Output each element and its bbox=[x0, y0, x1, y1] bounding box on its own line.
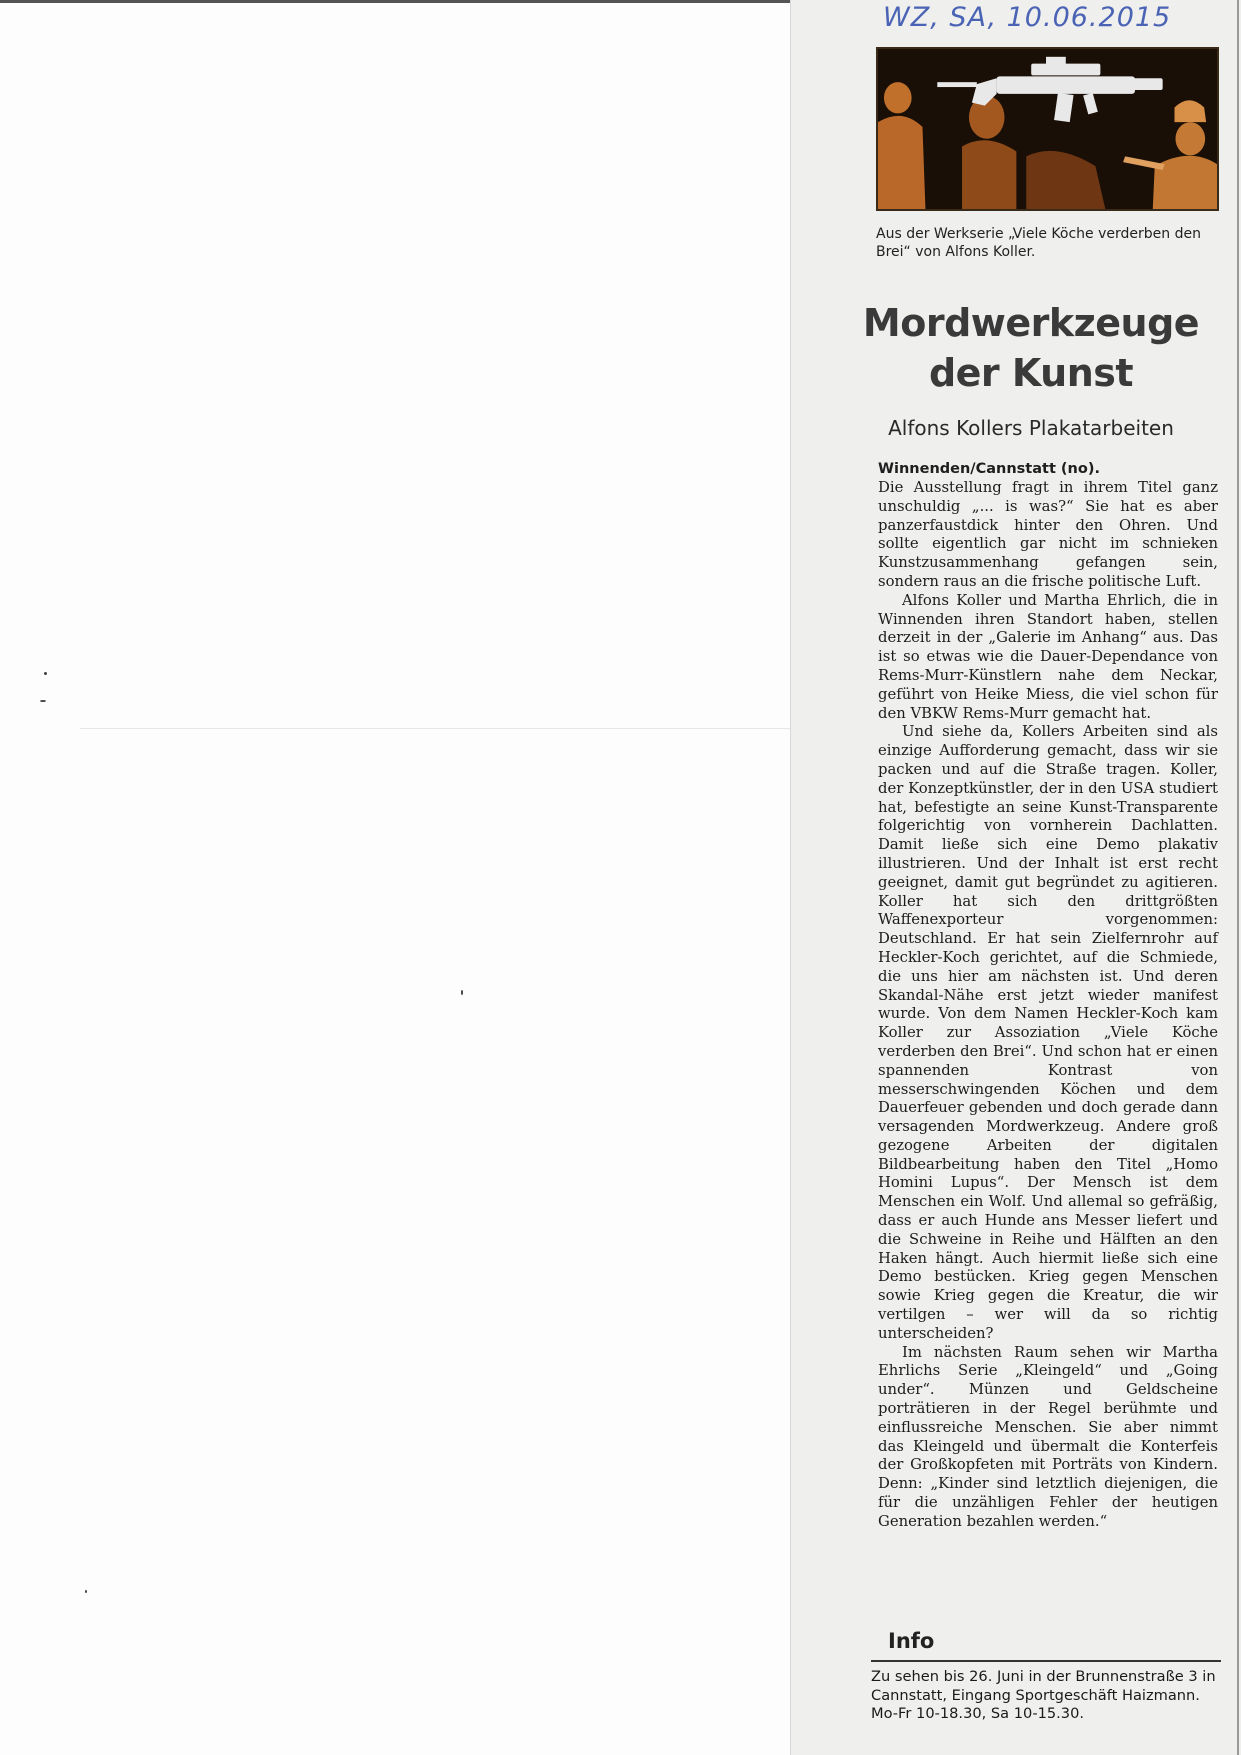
headline-line-1: Mordwerkzeuge bbox=[862, 301, 1200, 345]
paragraph: Im nächsten Raum sehen wir Martha Ehrlichs Serie „Kleingeld“ und „Going under“. Münzen und Geldscheine porträtieren in der Regel berühmte und einflussreiche Menschen. Sie aber nimmt das Kleingeld und übermalt die Konterfeis der Großkopfeten mit Porträts von Kindern. Denn: „Kinder sind letztlich diejenigen, die für die unzähligen Fehler der heutigen Generation bezahlen werden.“ bbox=[878, 1343, 1218, 1530]
dust-speck bbox=[85, 1590, 87, 1593]
paragraph: Alfons Koller und Martha Ehrlich, die in Winnenden ihren Standort haben, stellen derzeit in der „Galerie im Anhang“ aus. Das ist so etwas wie die Dauer-Dependance von Rems-Murr-Künstlern nahe dem Neckar, geführt von Heike Miess, die viel schon für den VBKW Rems-Murr gemacht hat. bbox=[878, 591, 1218, 722]
info-heading: Info bbox=[888, 1629, 935, 1653]
info-divider bbox=[871, 1660, 1221, 1662]
dateline: Winnenden/Cannstatt (no). bbox=[878, 461, 1100, 477]
right-cook-head bbox=[1175, 122, 1205, 155]
scan-top-edge bbox=[0, 0, 790, 3]
photo-caption: Aus der Werkserie „Viele Köche verderben den Brei“ von Alfons Koller. bbox=[876, 226, 1201, 260]
middle-cook-body bbox=[962, 140, 1016, 209]
headline-line-2: der Kunst bbox=[928, 351, 1134, 395]
clipping-edge bbox=[1237, 0, 1239, 1755]
article-body bbox=[878, 479, 1218, 1532]
headline bbox=[831, 298, 1231, 398]
left-cook-head bbox=[884, 82, 912, 113]
handwritten-date-note: WZ, SA, 10.06.2015 bbox=[883, 2, 1172, 33]
article-photo bbox=[876, 47, 1219, 211]
left-cook-body bbox=[878, 116, 925, 209]
newspaper-clipping bbox=[790, 0, 1241, 1755]
dust-speck bbox=[40, 700, 46, 702]
dust-speck bbox=[44, 672, 47, 675]
info-text: Zu sehen bis 26. Juni in der Brunnenstraße 3 in Cannstatt, Eingang Sportgeschäft Haizmann. Mo-Fr 10-18.30, Sa 10-15.30. bbox=[871, 1668, 1216, 1722]
subheadline: Alfons Kollers Plakatarbeiten bbox=[888, 416, 1174, 440]
paper-fold-line bbox=[80, 728, 790, 729]
dust-speck bbox=[461, 990, 463, 995]
photo-gun-and-cooks bbox=[878, 49, 1217, 209]
paragraph: Und siehe da, Kollers Arbeiten sind als einzige Aufforderung gemacht, dass wir sie packen und auf die Straße tragen. Koller, der Konzeptkünstler, der in den USA studiert hat, befestigte an seine Kunst-Transparente folgerichtig von vornherein Dachlatten. Damit ließe sich eine Demo plakativ illustrieren. Und der Inhalt ist erst recht geeignet, damit gut begründet zu agitieren. Koller hat sich den drittgrößten Waffenexporteur vorgenommen: Deutschland. Er hat sein Zielfernrohr auf Heckler-Koch gerichtet, auf die Schmiede, die uns hier am nächsten ist. Und deren Skandal-Nähe erst jetzt wieder manifest wurde. Von dem Namen Heckler-Koch kam Koller zur Assoziation „Viele Köche verderben den Brei“. Und schon hat er einen spannenden Kontrast von messerschwingenden Köchen und dem Dauerfeuer gebenden und doch gerade dann versagenden Mordwerkzeug. Andere groß gezogene Arbeiten der digitalen Bildbearbeitung haben den Titel „Homo Homini Lupus“. Der Mensch ist dem Menschen ein Wolf. Und allemal so gefräßig, dass er auch Hunde ans Messer liefert und die Schweine in Reihe und Hälften an den Haken hängt. Auch hiermit ließe sich eine Demo bestücken. Krieg gegen Menschen sowie Krieg gegen die Kreatur, die wir vertilgen – wer will da so richtig unterscheiden? bbox=[878, 723, 1218, 1342]
paragraph: Die Ausstellung fragt in ihrem Titel ganz unschuldig „... is was?“ Sie hat es aber panzerfaustdick hinter den Ohren. Und sollte eigentlich gar nicht im schnieken Kunstzusammenhang gefangen sein, sondern raus an die frische politische Luft. bbox=[878, 479, 1218, 590]
